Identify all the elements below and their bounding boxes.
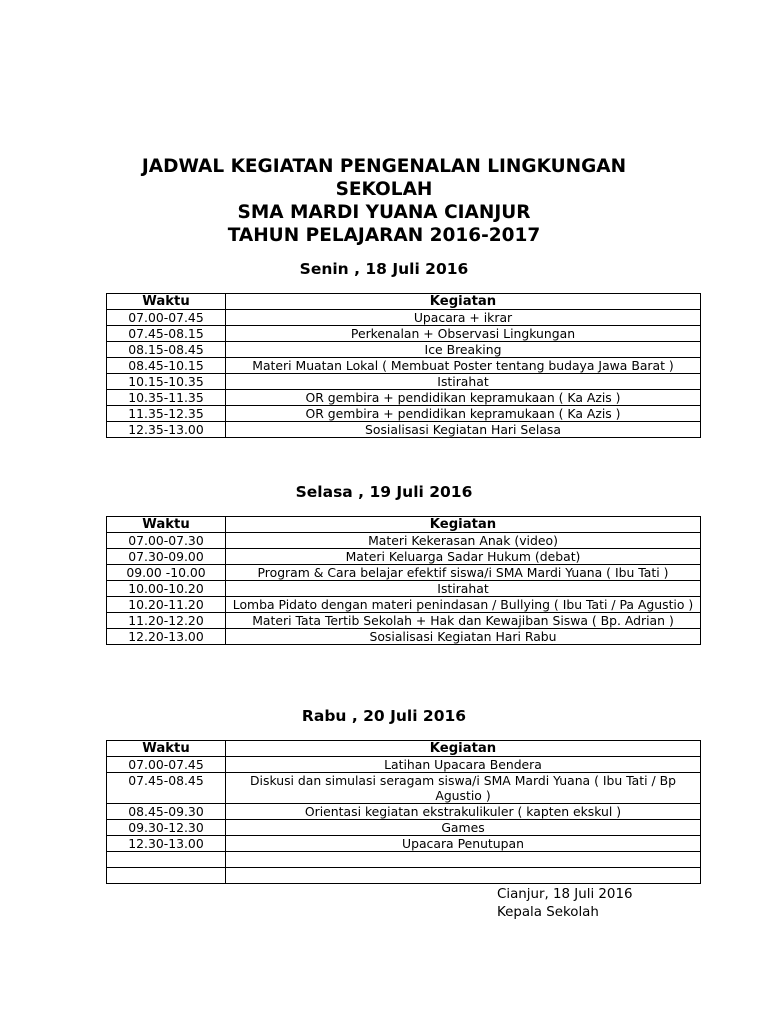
title-line-4: TAHUN PELAJARAN 2016-2017 <box>227 225 541 246</box>
table-row <box>107 549 701 565</box>
title-line-1: JADWAL KEGIATAN PENGENALAN LINGKUNGAN <box>141 156 627 177</box>
title-line-3: SMA MARDI YUANA CIANJUR <box>237 202 531 223</box>
activity-cell: Istirahat <box>226 581 701 597</box>
table-row <box>107 342 701 358</box>
activity-cell: OR gembira + pendidikan kepramukaan ( Ka Azis ) <box>226 406 701 422</box>
column-header-time: Waktu <box>107 741 226 757</box>
table-row <box>107 406 701 422</box>
activity-cell: Program & Cara belajar efektif siswa/i SMA Mardi Yuana ( Ibu Tati ) <box>226 565 701 581</box>
table-row <box>107 597 701 613</box>
table-row <box>107 820 701 836</box>
time-cell: 09.00 -10.00 <box>107 565 226 581</box>
time-cell: 08.45-09.30 <box>107 804 226 820</box>
time-cell: 10.20-11.20 <box>107 597 226 613</box>
table-row <box>107 868 701 884</box>
signoff-block <box>497 886 633 922</box>
activity-cell: Perkenalan + Observasi Lingkungan <box>226 326 701 342</box>
time-cell: 12.20-13.00 <box>107 629 226 645</box>
column-header-activity: Kegiatan <box>226 741 701 757</box>
activity-cell: Upacara Penutupan <box>226 836 701 852</box>
activity-cell: Sosialisasi Kegiatan Hari Selasa <box>226 422 701 438</box>
time-cell: 07.00-07.30 <box>107 533 226 549</box>
schedule-table-rabu <box>106 740 701 884</box>
time-cell: 07.45-08.45 <box>107 773 226 804</box>
table-row <box>107 374 701 390</box>
table-header-row <box>107 294 701 310</box>
document-title <box>0 155 768 247</box>
schedule-table-selasa <box>106 516 701 645</box>
table-row <box>107 581 701 597</box>
time-cell: 11.35-12.35 <box>107 406 226 422</box>
time-cell: 12.30-13.00 <box>107 836 226 852</box>
table-row <box>107 804 701 820</box>
activity-cell: Sosialisasi Kegiatan Hari Rabu <box>226 629 701 645</box>
time-cell: 12.35-13.00 <box>107 422 226 438</box>
table-row <box>107 326 701 342</box>
activity-cell: Materi Kekerasan Anak (video) <box>226 533 701 549</box>
signoff-role: Kepala Sekolah <box>497 905 599 920</box>
table-row <box>107 533 701 549</box>
activity-cell: Materi Muatan Lokal ( Membuat Poster tentang budaya Jawa Barat ) <box>226 358 701 374</box>
activity-cell <box>226 868 701 884</box>
table-header-row <box>107 741 701 757</box>
time-cell: 07.00-07.45 <box>107 757 226 773</box>
activity-cell: Upacara + ikrar <box>226 310 701 326</box>
column-header-time: Waktu <box>107 294 226 310</box>
activity-cell: Games <box>226 820 701 836</box>
activity-cell: Ice Breaking <box>226 342 701 358</box>
activity-cell: Istirahat <box>226 374 701 390</box>
time-cell: 07.45-08.15 <box>107 326 226 342</box>
day-heading-rabu: Rabu , 20 Juli 2016 <box>301 707 467 725</box>
time-cell: 11.20-12.20 <box>107 613 226 629</box>
table-row <box>107 836 701 852</box>
table-row <box>107 773 701 804</box>
time-cell: 10.00-10.20 <box>107 581 226 597</box>
day-heading-selasa: Selasa , 19 Juli 2016 <box>295 483 473 501</box>
schedule-table-senin <box>106 293 701 438</box>
table-row <box>107 757 701 773</box>
time-cell: 08.15-08.45 <box>107 342 226 358</box>
activity-cell: Latihan Upacara Bendera <box>226 757 701 773</box>
day-heading-senin: Senin , 18 Juli 2016 <box>299 260 469 278</box>
time-cell <box>107 868 226 884</box>
table-row <box>107 310 701 326</box>
time-cell: 07.30-09.00 <box>107 549 226 565</box>
time-cell: 08.45-10.15 <box>107 358 226 374</box>
activity-cell: OR gembira + pendidikan kepramukaan ( Ka Azis ) <box>226 390 701 406</box>
time-cell <box>107 852 226 868</box>
activity-cell: Diskusi dan simulasi seragam siswa/i SMA Mardi Yuana ( Ibu Tati / Bp Agustio ) <box>226 773 701 804</box>
time-cell: 09.30-12.30 <box>107 820 226 836</box>
table-row <box>107 565 701 581</box>
activity-cell <box>226 852 701 868</box>
table-row <box>107 358 701 374</box>
activity-cell: Orientasi kegiatan ekstrakulikuler ( kapten ekskul ) <box>226 804 701 820</box>
column-header-time: Waktu <box>107 517 226 533</box>
activity-cell: Lomba Pidato dengan materi penindasan / Bullying ( Ibu Tati / Pa Agustio ) <box>226 597 701 613</box>
table-row <box>107 422 701 438</box>
table-row <box>107 613 701 629</box>
activity-cell: Materi Keluarga Sadar Hukum (debat) <box>226 549 701 565</box>
table-row <box>107 852 701 868</box>
column-header-activity: Kegiatan <box>226 517 701 533</box>
table-row <box>107 629 701 645</box>
time-cell: 07.00-07.45 <box>107 310 226 326</box>
table-row <box>107 390 701 406</box>
table-header-row <box>107 517 701 533</box>
column-header-activity: Kegiatan <box>226 294 701 310</box>
title-line-2: SEKOLAH <box>335 179 433 200</box>
activity-cell: Materi Tata Tertib Sekolah + Hak dan Kewajiban Siswa ( Bp. Adrian ) <box>226 613 701 629</box>
signoff-place-date: Cianjur, 18 Juli 2016 <box>497 887 633 902</box>
time-cell: 10.15-10.35 <box>107 374 226 390</box>
time-cell: 10.35-11.35 <box>107 390 226 406</box>
